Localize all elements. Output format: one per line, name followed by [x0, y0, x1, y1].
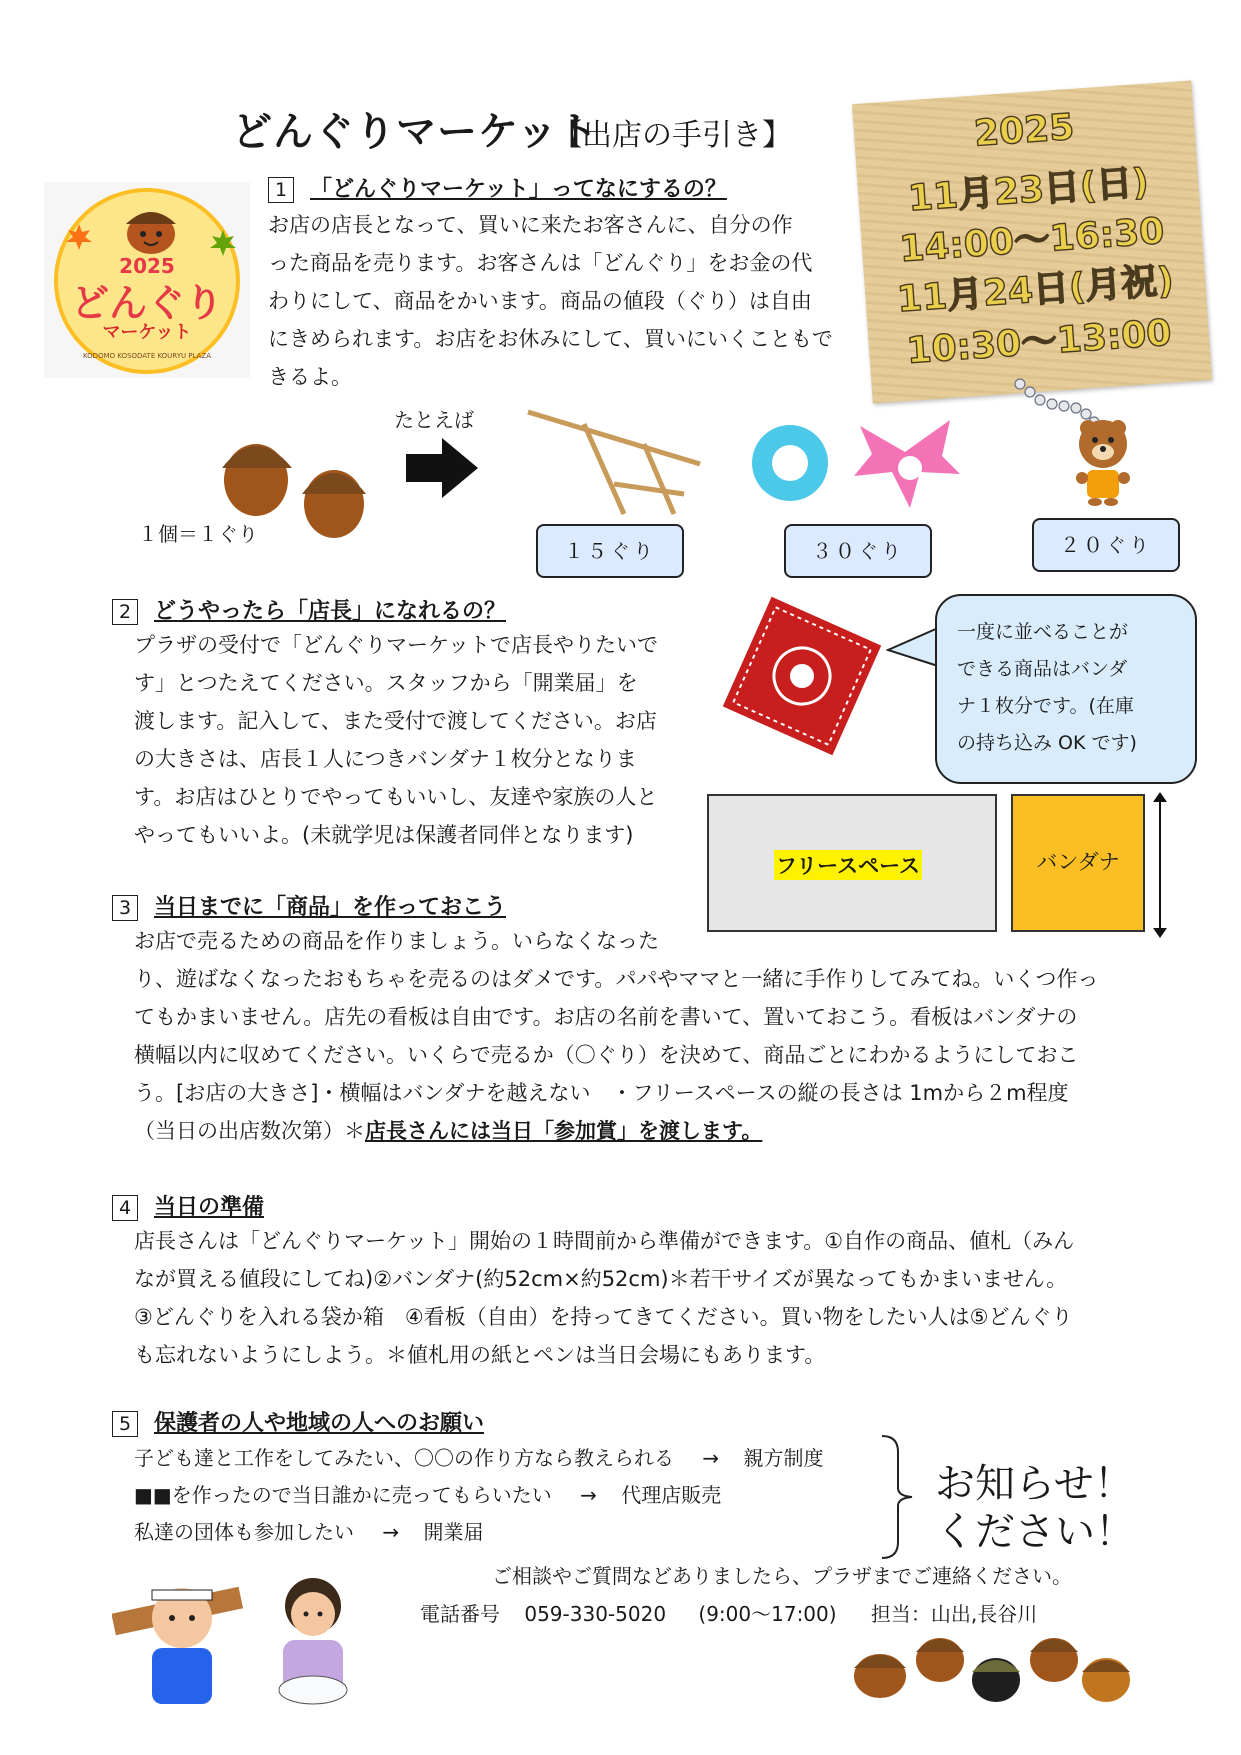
- logo-title: どんぐり: [70, 281, 223, 325]
- notice-line: ください！: [935, 1509, 1135, 1555]
- section2-body: [134, 626, 658, 854]
- free-space-label: フリースペース: [774, 850, 922, 880]
- section3-line: 横幅以内に収めてください。いくらで売るか（〇ぐり）を決めて、商品ごとにわかるようにしておこ: [134, 1043, 1079, 1067]
- list-item-result: 親方制度: [743, 1446, 824, 1470]
- acorn-character-icon: [106, 194, 196, 254]
- list-item: [134, 1477, 894, 1514]
- section2-line: の大きさは、店長１人につきバンダナ１枚分となりま: [134, 747, 637, 771]
- section5-number: 5: [112, 1411, 138, 1437]
- section2-line: す。お店はひとりでやってもいいし、友達や家族の人と: [134, 785, 658, 809]
- sign-date-1: 11月23日(日): [906, 161, 1151, 220]
- sign-year: 2025: [972, 106, 1076, 155]
- list-item: [134, 1514, 894, 1551]
- page-subtitle: 【出店の手引き】: [552, 118, 792, 153]
- office-hours: (9:00〜17:00): [698, 1602, 837, 1626]
- list-item-arrow: →: [702, 1446, 720, 1470]
- section1-body: [268, 206, 833, 396]
- section4-line: 店長さんは「どんぐりマーケット」開始の１時間前から準備ができます。①自作の商品、値札（みん: [134, 1229, 1075, 1253]
- market-logo: [44, 182, 250, 378]
- speech-bubble-tail-icon: [886, 624, 940, 670]
- section1-line: きるよ。: [268, 365, 352, 389]
- section2-heading-text: どうやったら「店長」になれるの？: [154, 599, 507, 624]
- section4-heading-text: 当日の準備: [154, 1195, 265, 1220]
- list-item-result: 開業届: [423, 1520, 484, 1544]
- free-space-area: [707, 794, 997, 932]
- section5-list: [134, 1440, 894, 1551]
- speech-bubble: [935, 594, 1197, 784]
- bubble-line: の持ち込み OK です): [957, 732, 1137, 754]
- section4-line: ③どんぐりを入れる袋か箱 ④看板（自由）を持ってきてください。買い物をしたい人は⑤どんぐり: [134, 1305, 1073, 1329]
- section4-line: も忘れないようにしよう。＊値札用の紙とペンは当日会場にもあります。: [134, 1343, 826, 1367]
- list-item-result: 代理店販売: [621, 1483, 722, 1507]
- section5-heading: [112, 1406, 484, 1437]
- sewing-woman-icon: [258, 1570, 368, 1720]
- list-item-arrow: →: [382, 1520, 400, 1544]
- section3-number: 3: [112, 895, 138, 921]
- page-title: どんぐりマーケット: [232, 109, 599, 155]
- section3-heading-text: 当日までに「商品」を作っておこう: [154, 895, 507, 920]
- section1-line: った商品を売ります。お客さんは「どんぐり」をお金の代: [268, 251, 813, 275]
- bear-keychain-icon: [1000, 378, 1150, 508]
- bubble-line: できる商品はバンダ: [957, 658, 1128, 680]
- section3-line: てもかまいません。店先の看板は自由です。お店の名前を書いて、置いておこう。看板はバンダナの: [134, 1005, 1078, 1029]
- section3-heading: [112, 890, 506, 921]
- list-item-text: ■■を作ったので当日誰かに売ってもらいたい: [134, 1483, 552, 1507]
- section2-line: プラザの受付で「どんぐりマーケットで店長やりたいで: [134, 633, 658, 657]
- bubble-line: ナ１枚分です。(在庫: [957, 695, 1134, 717]
- staff-contact: 担当：山出,長谷川: [870, 1602, 1038, 1626]
- section3-body: [134, 922, 1098, 1150]
- blue-scrunchie-icon: [740, 418, 840, 508]
- section1-heading-text: 「どんぐりマーケット」ってなにするの？: [310, 177, 727, 202]
- pink-scrunchie-icon: [850, 416, 970, 516]
- section5-heading-text: 保護者の人や地域の人へのお願い: [154, 1411, 485, 1436]
- section2-number: 2: [112, 599, 138, 625]
- section4-body: [134, 1222, 1074, 1374]
- arrow-right-icon: [406, 438, 478, 498]
- section1-line: わりにして、商品をかいます。商品の値段（ぐり）は自由: [268, 289, 812, 313]
- section2-heading: [112, 594, 506, 625]
- date-sign: [852, 81, 1212, 404]
- sign-time-2: 10:30〜13:00: [905, 312, 1173, 372]
- acorn-row-icon: [840, 1614, 1140, 1714]
- section3-line: [134, 1112, 1098, 1150]
- wooden-sign-icon: [524, 404, 704, 520]
- bandana-area-label: バンダナ: [1036, 850, 1120, 874]
- right-brace-icon: [878, 1432, 918, 1562]
- section4-number: 4: [112, 1195, 138, 1221]
- section4-line: なが買える値段にしてね)②バンダナ(約52cm×約52cm)＊若干サイズが異なってもかまいません。: [134, 1267, 1068, 1291]
- price-tag-keychain: ２０ぐり: [1032, 518, 1180, 572]
- section1-heading: [268, 172, 727, 203]
- section2-line: 渡します。記入して、また受付で渡してください。お店: [134, 709, 657, 733]
- section1-line: にきめられます。お店をお休みにして、買いにいくこともで: [268, 327, 833, 351]
- logo-year: 2025: [119, 254, 175, 278]
- section1-number: 1: [268, 177, 294, 203]
- notice-callout: [935, 1460, 1135, 1556]
- section2-line: やってもいいよ。(未就学児は保護者同伴となります): [134, 823, 634, 847]
- sign-time-1: 14:00〜16:30: [898, 210, 1166, 271]
- logo-caption: KODOMO KOSODATE KOURYU PLAZA: [82, 352, 212, 360]
- acorn-caption: １個＝１ぐり: [138, 522, 258, 546]
- section3-line: り、遊ばなくなったおもちゃを売るのはダメです。パパやママと一緒に手作りしてみてね。いくつ作っ: [134, 967, 1099, 991]
- list-item-text: 子ども達と工作をしてみたい、〇〇の作り方なら教えられる: [134, 1446, 674, 1470]
- bandana-icon: [712, 586, 892, 766]
- contact-message: ご相談やご質問などありましたら、プラザまでご連絡ください。: [492, 1564, 1072, 1588]
- price-tag-scrunchie: ３０ぐり: [784, 524, 932, 578]
- double-arrow-icon: [1150, 790, 1170, 940]
- bandana-area: [1011, 794, 1145, 932]
- craftsman-icon: [112, 1560, 262, 1710]
- phone-label: 電話番号: [420, 1602, 500, 1626]
- list-item-arrow: →: [580, 1483, 597, 1507]
- logo-subtitle: マーケット: [102, 322, 192, 343]
- section3-last-emphasis: 店長さんには当日「参加賞」を渡します。: [365, 1119, 763, 1143]
- section3-line: お店で売るための商品を作りましょう。いらなくなった: [134, 929, 659, 953]
- maple-leaf-icon: [64, 222, 94, 252]
- section1-line: お店の店長となって、買いに来たお客さんに、自分の作: [268, 213, 793, 237]
- list-item: [134, 1440, 894, 1477]
- section2-line: す」とつたえてください。スタッフから「開業届」を: [134, 671, 638, 695]
- notice-line: お知らせ！: [935, 1461, 1134, 1507]
- phone-number: 059-330-5020: [524, 1602, 667, 1626]
- sign-date-2: 11月24日(月祝): [895, 260, 1176, 321]
- section3-line: う。[お店の大きさ]・横幅はバンダナを越えない ・フリースペースの縦の長さは 1mから２m程度: [134, 1081, 1069, 1105]
- example-label: たとえば: [394, 408, 474, 432]
- section3-last-prefix: （当日の出店数次第）＊: [134, 1119, 365, 1143]
- section4-heading: [112, 1190, 264, 1221]
- bubble-line: 一度に並べることが: [957, 621, 1129, 643]
- price-tag-sign: １５ぐり: [536, 524, 684, 578]
- logo-badge: [54, 188, 240, 374]
- list-item-text: 私達の団体も参加したい: [134, 1520, 354, 1544]
